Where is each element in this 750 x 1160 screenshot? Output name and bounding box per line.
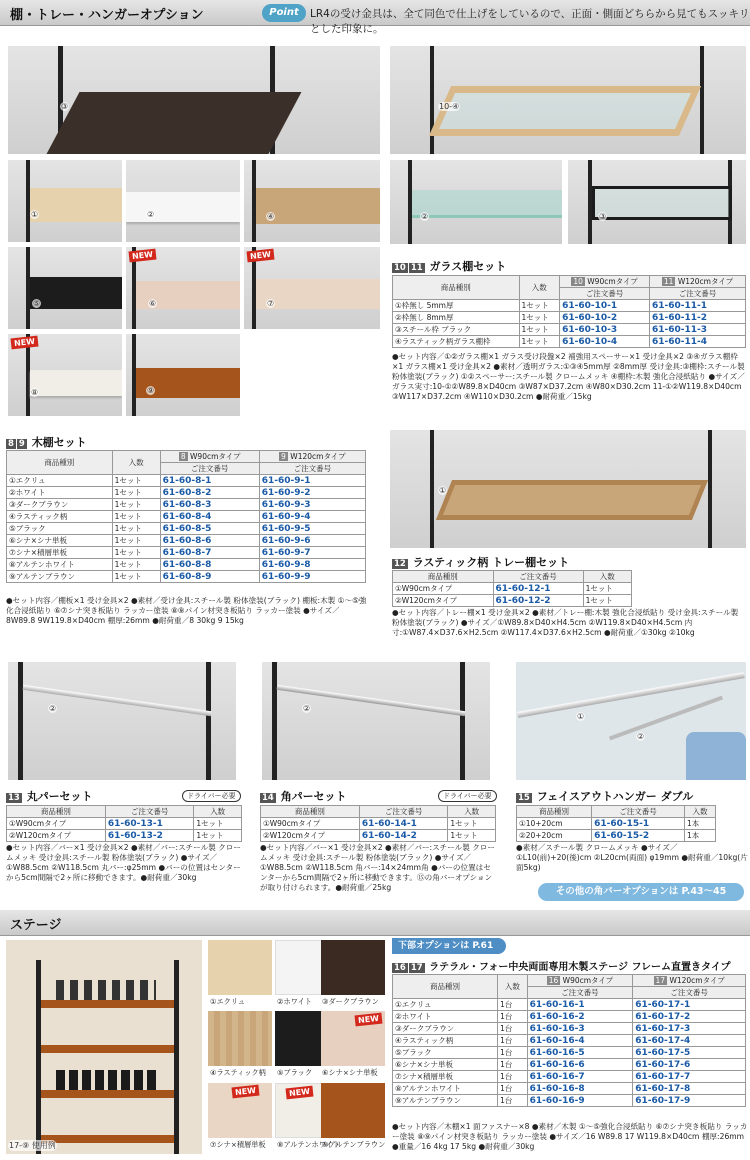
- tag-round-2: ②: [49, 704, 57, 713]
- glass-description: ●セット内容／①②ガラス棚×1 ガラス受け段盤×2 補強用スペーサー×1 受け金具×2 ③④ガラス棚枠×1 ガラス棚×1 受け金具×2 ●素材／透明ガラス:①③④5mm厚 ②8mm厚 受け金具:③棚枠:スチール製 粉体塗装(ブラック) ①②スペーサー:スチール製 クロームメッキ ④棚枠:木製 強化合浸紙貼り ●サイズ／ガラス実寸:10-①②W89.8×D40cm ③W87×D37.2cm ④W80×D30.2cm 11-①②W119.8×D40cm ③W117×D37.2cm ④W110×D30.2cm ●耐荷重／15kg: [392, 352, 745, 401]
- table-row: ②ホワイト 1台 61-60-16-2 61-60-17-2: [393, 1011, 746, 1023]
- tag-face-2: ②: [637, 732, 645, 741]
- table-row: ②枠無し 8mm厚 1セット 61-60-10-2 61-60-11-2: [393, 312, 746, 324]
- swatch-label: ⑦シナ×積層単板: [210, 1140, 266, 1149]
- swatch-shina: [321, 1011, 385, 1066]
- table-row: ③ダークブラウン 1セット 61-60-8-3 61-60-9-3: [7, 499, 366, 511]
- photo-shina-layer: [244, 247, 380, 329]
- square-bar-table: 商品種別 ご注文番号 入数 ①W90cmタイプ 61-60-14-1 1セット ②W120cmタイプ 61-60-14-2 1セット: [260, 805, 496, 842]
- table-row: ④ラスティック柄 1セット 61-60-8-4 61-60-9-4: [7, 511, 366, 523]
- table-row: ④ラスティック柄ガラス棚枠 1セット 61-60-10-4 61-60-11-4: [393, 336, 746, 348]
- table-row: ③スチール枠 ブラック 1セット 61-60-10-3 61-60-11-3: [393, 324, 746, 336]
- swatch-label: ②ホワイト: [277, 997, 312, 1006]
- swatch-ecru: [208, 940, 272, 995]
- table-row: ①枠無し 5mm厚 1セット 61-60-10-1 61-60-11-1: [393, 300, 746, 312]
- more-bar-options-link[interactable]: その他の角バーオプションは P.43〜45: [538, 883, 744, 901]
- square-bar-description: ●セット内容／バー×1 受け金具×2 ●素材／バー:スチール製 クロームメッキ 受け金具:スチール製 粉体塗装(ブラック) ●サイズ／①W88.5cm ②W118.5cm 角バー:14×24mm角 ●バーの位置はセンターから5cm間隔で2ヶ所に移動できます。⑮の角バーオプションが取り付けられます。●耐荷重／25kg: [260, 843, 495, 892]
- driver-required-badge: ドライバー必要: [438, 790, 497, 802]
- table-row: ①W90cmタイプ 61-60-13-1 1セット: [7, 818, 242, 830]
- tag-8: ⑧: [31, 388, 39, 397]
- tag-4: ④: [267, 212, 275, 221]
- new-badge: NEW: [285, 1086, 313, 1100]
- table-row: ⑥シナ×シナ単板 1台 61-60-16-6 61-60-17-6: [393, 1059, 746, 1071]
- tag-3: ③: [61, 102, 69, 111]
- face-hanger-table: 商品種別 ご注文番号 入数 ①10+20cm 61-60-15-1 1本 ②20+20cm 61-60-15-2 1本: [516, 805, 716, 842]
- tag-glass-3: ③: [599, 212, 607, 221]
- table-row: ②W120cmタイプ 61-60-14-2 1セット: [261, 830, 496, 842]
- photo-alten-brown: [126, 334, 240, 416]
- table-row: ⑦シナ×積層単板 1セット 61-60-8-7 61-60-9-7: [7, 547, 366, 559]
- table-row: ⑨アルテンブラウン 1セット 61-60-8-9 61-60-9-9: [7, 571, 366, 583]
- new-badge: NEW: [231, 1085, 259, 1099]
- photo-square-bar: [262, 662, 490, 780]
- table-row: ①エクリュ 1台 61-60-16-1 61-60-17-1: [393, 999, 746, 1011]
- stage-description: ●セット内容／木棚×1 面ファスナー×8 ●素材／木製 ①〜⑤強化合浸紙貼り ⑥⑦シナ突き板貼り ラッカー塗装 ⑧⑨パイン材突き板貼り ラッカー塗装 ●サイズ／16 W89.8 17 W119.8×D40cm 棚厚:26mm ●重量／16 4kg 17 5kg ●耐荷重／30kg: [392, 1122, 748, 1151]
- swatch-label: ③ダークブラウン: [322, 997, 379, 1006]
- section-header: [0, 0, 750, 35]
- photo-round-bar: [8, 662, 236, 780]
- photo-stage-example: [6, 940, 202, 1154]
- table-row: ⑧アルテンホワイト 1セット 61-60-8-8 61-60-9-8: [7, 559, 366, 571]
- tag-9: ⑨: [147, 386, 155, 395]
- tag-square-2: ②: [303, 704, 311, 713]
- stage-title: 16 17 ラテラル・フォー中央両面専用木製ステージ フレーム直置きタイプ: [394, 962, 731, 973]
- table-row: ⑦シナ×積層単板 1台 61-60-16-7 61-60-17-7: [393, 1071, 746, 1083]
- tray-heading: 12 ラスティック柄 トレー棚セット: [394, 556, 570, 569]
- tag-tray-1: ①: [439, 486, 447, 495]
- table-row: ③ダークブラウン 1台 61-60-16-3 61-60-17-3: [393, 1023, 746, 1035]
- table-row: ⑧アルテンホワイト 1台 61-60-16-8 61-60-17-8: [393, 1083, 746, 1095]
- swatch-alten-brown: [321, 1083, 385, 1138]
- swatch-rustic: [208, 1011, 272, 1066]
- photo-tray: [390, 430, 746, 548]
- tag-face-1: ①: [577, 712, 585, 721]
- tray-table: 商品種別 ご注文番号 入数 ①W90cmタイプ 61-60-12-1 1セット ②W120cmタイプ 61-60-12-2 1セット: [392, 570, 632, 607]
- table-row: ⑥シナ×シナ単板 1セット 61-60-8-6 61-60-9-6: [7, 535, 366, 547]
- table-row: ②W120cmタイプ 61-60-12-2 1セット: [393, 595, 632, 607]
- new-badge: NEW: [246, 249, 274, 263]
- wood-heading: 8 9 木棚セット: [8, 436, 87, 449]
- photo-glass-clear: [390, 160, 562, 244]
- photo-shina: [126, 247, 240, 329]
- swatch-label: ⑥シナ×シナ単板: [322, 1068, 378, 1077]
- glass-heading: 10 11 ガラス棚セット: [394, 260, 507, 273]
- swatch-label: ⑧アルテンホワイト: [277, 1140, 341, 1149]
- tag-7: ⑦: [267, 299, 275, 308]
- swatch-label: ①エクリュ: [210, 997, 245, 1006]
- table-row: ①エクリュ 1セット 61-60-8-1 61-60-9-1: [7, 475, 366, 487]
- tag-glass-2: ②: [421, 212, 429, 221]
- square-bar-heading: 14 角パーセット: [262, 790, 347, 803]
- point-text: LR4の受け金具は、全て同色で仕上げをしているので、正面・側面どちらから見てもスッキリとした印象に。: [310, 8, 750, 35]
- table-row: ①W90cmタイプ 61-60-12-1 1セット: [393, 583, 632, 595]
- swatch-label: ④ラスティック柄: [210, 1068, 266, 1077]
- tray-description: ●セット内容／トレー棚×1 受け金具×2 ●素材／トレー棚:木製 強化合浸紙貼り 受け金具:スチール製 粉体塗装(ブラック) ●サイズ／①W89.8×D40×H4.5cm ②W119.8×D40×H4.5cm 内寸:①W87.4×D37.6×H2.5cm ②W117.4×D37.6×H2.5cm ●耐荷重／①30kg ②10kg: [392, 608, 739, 637]
- swatch-label: ⑨アルテンブラウン: [322, 1140, 386, 1149]
- swatch-dark-brown: [321, 940, 385, 995]
- face-hanger-description: ●素材／スチール製 クロームメッキ ●サイズ／①L10(前)+20(後)cm ②L20cm(両面) φ19mm ●耐荷重／10kg(片面5kg): [516, 843, 748, 872]
- round-bar-heading: 13 丸パーセット: [8, 790, 93, 803]
- wood-table: 商品種別 入数 8 W90cmタイプ 9 W120cmタイプ ご注文番号 ご注文番号 ①エクリュ 1セット 61-60-8-1 61-60-9-1 ②ホワイト 1セット 61-60-8-2 61-60-9-2 ③ダークブラウン 1セット 61-60-8-3 61-60-9-3 ④ラスティック柄 1セット 61-60-8-4 61-60-9-4 ⑤ブラック 1セット 61-60-8-5 61-60-9-5 ⑥シナ×シナ単板 1セット 61-60-8-6 61-60-9-6 ⑦シナ×積層単板 1セット 61-60-8-7 61-60-9-7 ⑧アルテンホワイト 1セット 61-60-8-8 61-60-9-8 ⑨アルテンブラウン 1セット 61-60-8-9 61-60-9-9: [6, 450, 366, 583]
- photo-glass-steel: [568, 160, 746, 244]
- swatch-label: ⑤ブラック: [277, 1068, 313, 1077]
- table-row: ⑤ブラック 1セット 61-60-8-5 61-60-9-5: [7, 523, 366, 535]
- wood-description: ●セット内容／棚板×1 受け金具×2 ●素材／受け金具:スチール製 粉体塗装(ブラック) 棚板:木製 ①〜⑤強化合浸紙貼り ⑥⑦シナ突き板貼り ラッカー塗装 ⑧⑨パイン材突き板貼り ラッカー塗装 ●サイズ／8W89.8 9W119.8×D40cm 棚厚:26mm ●耐荷重／8 30kg 9 15kg: [6, 596, 367, 625]
- table-row: ①W90cmタイプ 61-60-14-1 1セット: [261, 818, 496, 830]
- point-badge: Point: [262, 4, 306, 22]
- page-title: 棚・トレー・ハンガーオプション: [10, 8, 204, 23]
- table-row: ②20+20cm 61-60-15-2 1本: [517, 830, 716, 842]
- table-row: ⑤ブラック 1台 61-60-16-5 61-60-17-5: [393, 1047, 746, 1059]
- photo-black: [8, 247, 122, 329]
- swatch-shina-layer: [208, 1083, 272, 1138]
- table-row: ④ラスティック柄 1台 61-60-16-4 61-60-17-4: [393, 1035, 746, 1047]
- photo-alten-white: [8, 334, 122, 416]
- stage-section-header: [0, 910, 750, 936]
- new-badge: NEW: [354, 1013, 382, 1027]
- tag-6: ⑥: [149, 299, 157, 308]
- stage-table: 商品種別 入数 16 W90cmタイプ 17 W120cmタイプ ご注文番号 ご注文番号 ①エクリュ 1台 61-60-16-1 61-60-17-1 ②ホワイト 1台 61-60-16-2 61-60-17-2 ③ダークブラウン 1台 61-60-16-3 61-60-17-3 ④ラスティック柄 1台 61-60-16-4 61-60-17-4 ⑤ブラック 1台 61-60-16-5 61-60-17-5 ⑥シナ×シナ単板 1台 61-60-16-6 61-60-17-6 ⑦シナ×積層単板 1台 61-60-16-7 61-60-17-7 ⑧アルテンホワイト 1台 61-60-16-8 61-60-17-8 ⑨アルテンブラウン 1台 61-60-16-9 61-60-17-9: [392, 974, 746, 1107]
- table-row: ②W120cmタイプ 61-60-13-2 1セット: [7, 830, 242, 842]
- face-hanger-heading: 15 フェイスアウトハンガー ダブル: [518, 790, 694, 803]
- stage-heading: ステージ: [10, 918, 62, 933]
- photo-rustic: [244, 160, 380, 242]
- tag-1: ①: [31, 210, 39, 219]
- photo-white: [126, 160, 240, 242]
- photo-glass-frame: [390, 46, 746, 154]
- driver-required-badge: ドライバー必要: [182, 790, 241, 802]
- round-bar-table: 商品種別 ご注文番号 入数 ①W90cmタイプ 61-60-13-1 1セット ②W120cmタイプ 61-60-13-2 1セット: [6, 805, 242, 842]
- glass-table: 商品種別 入数 10 W90cmタイプ 11 W120cmタイプ ご注文番号 ご注文番号 ①枠無し 5mm厚 1セット 61-60-10-1 61-60-11-1 ②枠無し 8mm厚 1セット 61-60-10-2 61-60-11-2 ③スチール枠 ブラック 1セット 61-60-10-3 61-60-11-3 ④ラスティック柄ガラス棚枠 1セット 61-60-10-4 61-60-11-4: [392, 275, 746, 348]
- table-row: ⑨アルテンブラウン 1台 61-60-16-9 61-60-17-9: [393, 1095, 746, 1107]
- new-badge: NEW: [10, 336, 38, 350]
- photo-face-hanger: [516, 662, 746, 780]
- new-badge: NEW: [128, 249, 156, 263]
- lower-option-link[interactable]: 下部オプションは P.61: [392, 938, 506, 954]
- table-row: ②ホワイト 1セット 61-60-8-2 61-60-9-2: [7, 487, 366, 499]
- table-row: ①10+20cm 61-60-15-1 1本: [517, 818, 716, 830]
- photo-dark-shelf: [8, 46, 380, 154]
- tag-2: ②: [147, 210, 155, 219]
- tag-10-4: 10-④: [439, 102, 460, 111]
- stage-photo-caption: 17-⑨ 使用例: [9, 1141, 56, 1150]
- photo-ecru: [8, 160, 122, 242]
- round-bar-description: ●セット内容／バー×1 受け金具×2 ●素材／バー:スチール製 クロームメッキ 受け金具:スチール製 粉体塗装(ブラック) ●サイズ／①W88.5cm ②W118.5cm 丸バー:φ25mm ●バーの位置はセンターから5cm間隔で2ヶ所に移動できます。●耐荷重／30kg: [6, 843, 241, 882]
- tag-5: ⑤: [33, 299, 41, 308]
